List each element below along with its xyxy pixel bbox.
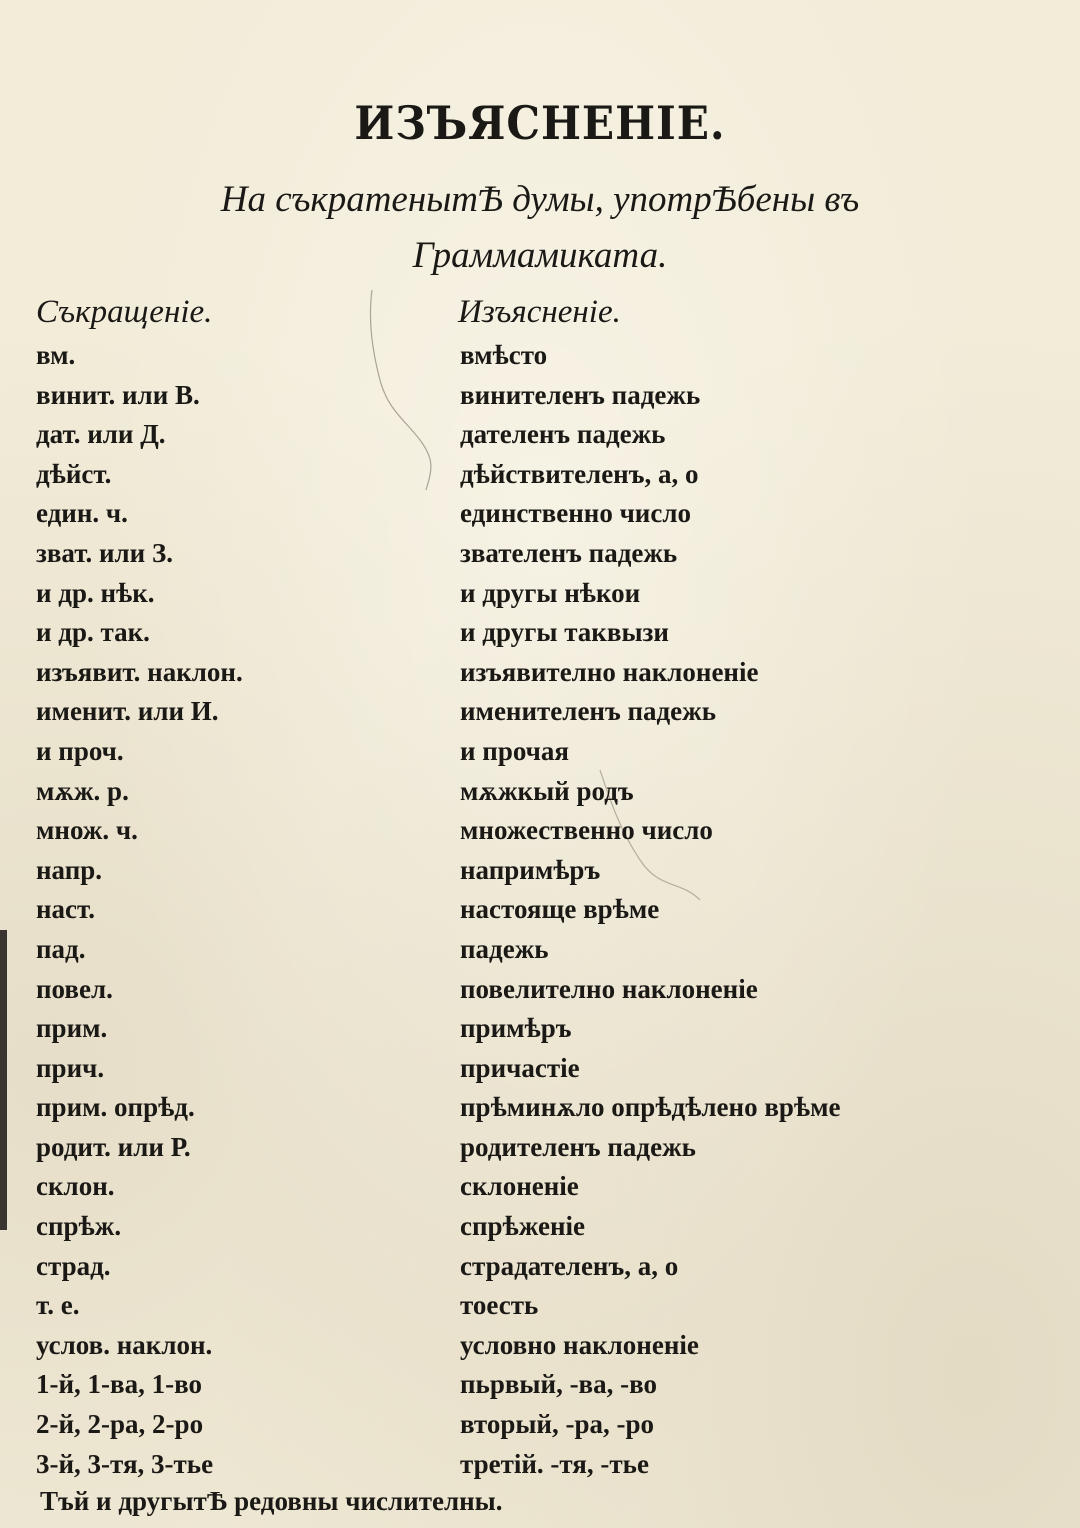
abbreviation: изъявит. наклон. (36, 656, 243, 687)
abbreviation: т. е. (36, 1290, 80, 1321)
list-row (0, 772, 1080, 812)
explanation: вмѣсто (460, 340, 548, 370)
subtitle-line-1: На съкратенытѢ думы, употрѢбены въ (220, 179, 860, 220)
explanation: прѣминѫло опрѣдѣлено врѣме (460, 1092, 841, 1123)
explanation: спрѣженіе (460, 1211, 586, 1242)
explanation: множественно число (460, 815, 713, 846)
explanation: склоненіе (460, 1171, 579, 1202)
list-row (0, 574, 1080, 614)
explanation: повелително наклоненіе (460, 973, 758, 1004)
explanation: и другы таквызи (460, 617, 669, 648)
abbreviation: дѣйст. (36, 458, 112, 489)
explanation: единственно число (460, 498, 691, 529)
list-row (0, 1286, 1080, 1326)
abbreviation: наст. (36, 894, 96, 925)
list-row (0, 455, 1080, 495)
explanation: настояще врѣме (460, 894, 660, 925)
list-row (0, 1365, 1080, 1405)
list-row (0, 930, 1080, 970)
list-row (0, 890, 1080, 930)
explanation: дателенъ падежь (460, 419, 666, 450)
explanation: и прочая (460, 735, 570, 766)
abbreviation: услов. наклон. (36, 1329, 213, 1360)
list-row (0, 1445, 1080, 1485)
abbreviation: повел. (36, 973, 113, 1004)
abbreviation: прим. (36, 1013, 108, 1044)
abbreviation: 2-й, 2-ра, 2-ро (36, 1409, 204, 1440)
list-row (0, 1009, 1080, 1049)
list-row (0, 1247, 1080, 1287)
abbreviation-list (0, 336, 1080, 1484)
abbreviation: именит. или И. (36, 696, 219, 727)
abbreviation: мѫж. р. (36, 775, 129, 806)
list-row (0, 1128, 1080, 1168)
footer-note: Тъй и другытѢ редовны числителны. (40, 1486, 503, 1516)
list-row (0, 1405, 1080, 1445)
abbreviation: винит. или В. (36, 379, 200, 410)
list-row (0, 613, 1080, 653)
abbreviation: прич. (36, 1052, 105, 1083)
explanation: дѣйствителенъ, а, о (460, 458, 699, 489)
list-row (0, 1207, 1080, 1247)
abbreviation: спрѣж. (36, 1211, 122, 1242)
abbreviation: страд. (36, 1250, 111, 1281)
list-row (0, 732, 1080, 772)
explanation: тоесть (460, 1290, 539, 1321)
abbreviation: прим. опрѣд. (36, 1092, 195, 1123)
explanation: мѫжкый родъ (460, 775, 634, 806)
explanation: изъявително наклоненіе (460, 656, 759, 687)
explanation: звателенъ падежь (460, 537, 678, 568)
explanation: вторый, -ра, -ро (460, 1409, 654, 1440)
explanation: именителенъ падежь (460, 696, 717, 727)
abbreviation: склон. (36, 1171, 115, 1202)
abbreviation: родит. или Р. (36, 1131, 191, 1162)
column-header-abbreviation: Съкращеніе. (36, 294, 213, 330)
abbreviation: множ. ч. (36, 815, 138, 846)
list-row (0, 336, 1080, 376)
abbreviation: зват. или З. (36, 537, 173, 568)
explanation: винителенъ падежь (460, 379, 701, 410)
abbreviation: и проч. (36, 735, 124, 766)
abbreviation: 1-й, 1-ва, 1-во (36, 1369, 203, 1400)
explanation: причастіе (460, 1052, 580, 1083)
column-header-explanation: Изъясненіе. (458, 294, 621, 330)
page-title: ИЗЪЯСНЕНІЕ. (354, 96, 726, 150)
explanation: родителенъ падежь (460, 1131, 696, 1162)
list-row (0, 653, 1080, 693)
explanation: напримѣръ (460, 854, 601, 885)
explanation: и другы нѣкои (460, 577, 641, 608)
list-row (0, 1326, 1080, 1366)
list-row (0, 1049, 1080, 1089)
list-row (0, 970, 1080, 1010)
list-row (0, 1088, 1080, 1128)
list-row (0, 692, 1080, 732)
list-row (0, 811, 1080, 851)
list-row (0, 376, 1080, 416)
abbreviation: и др. нѣк. (36, 577, 155, 608)
explanation: примѣръ (460, 1013, 572, 1044)
abbreviation: дат. или Д. (36, 419, 166, 450)
explanation: третій. -тя, -тье (460, 1448, 649, 1479)
explanation: страдателенъ, а, о (460, 1250, 679, 1281)
abbreviation: пад. (36, 933, 86, 964)
list-row (0, 494, 1080, 534)
explanation: падежь (460, 933, 549, 964)
list-row (0, 415, 1080, 455)
abbreviation: вм. (36, 340, 76, 370)
list-row (0, 534, 1080, 574)
explanation: условно наклоненіе (460, 1329, 699, 1360)
abbreviation: и др. так. (36, 617, 150, 648)
explanation: пьрвый, -ва, -во (460, 1369, 658, 1400)
abbreviation: един. ч. (36, 498, 128, 529)
abbreviation: напр. (36, 854, 103, 885)
list-row (0, 1167, 1080, 1207)
abbreviation: 3-й, 3-тя, 3-тье (36, 1448, 214, 1479)
list-row (0, 851, 1080, 891)
subtitle-line-2: Граммамиката. (412, 235, 668, 276)
